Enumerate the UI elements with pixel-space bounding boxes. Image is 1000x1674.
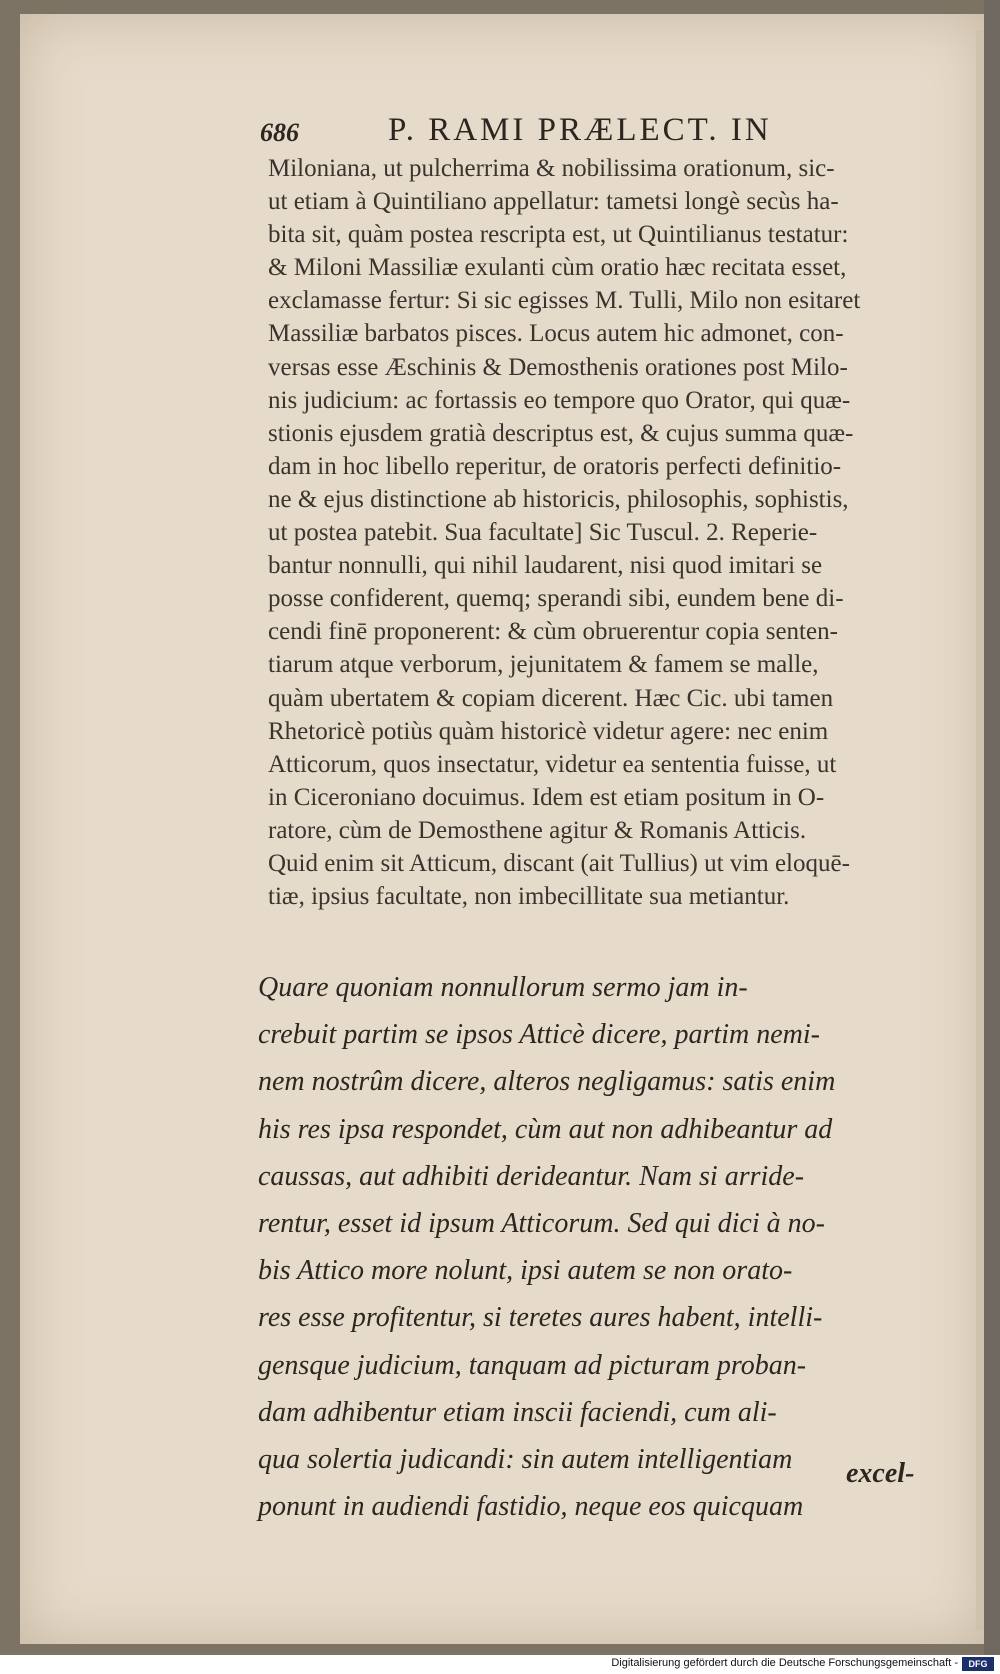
quote-line: his res ipsa respondet, cùm aut non adhibeantur ad bbox=[258, 1113, 833, 1145]
text-line: versas esse Æschinis & Demosthenis orationes post Milo- bbox=[268, 353, 848, 381]
text-line: ut etiam à Quintiliano appellatur: tametsi longè secùs ha- bbox=[268, 188, 839, 216]
quote-line: dam adhibentur etiam inscii faciendi, cum ali- bbox=[258, 1396, 777, 1428]
quote-line: nem nostrûm dicere, alteros negligamus: satis enim bbox=[258, 1066, 836, 1098]
quote-line: Quare quoniam nonnullorum sermo jam in- bbox=[258, 972, 748, 1003]
text-line: cendi finē proponerent: & cùm obruerentur copia senten- bbox=[268, 618, 838, 646]
running-title: P. RAMI PRÆLECT. IN bbox=[388, 112, 772, 148]
text-line: bita sit, quàm postea rescripta est, ut Quintilianus testatur: bbox=[268, 221, 849, 249]
quote-line: bis Attico more nolunt, ipsi autem se non orato- bbox=[258, 1255, 793, 1287]
quote-line: qua solertia judicandi: sin autem intelligentiam bbox=[258, 1443, 793, 1475]
text-line: Massiliæ barbatos pisces. Locus autem hic admonet, con- bbox=[268, 320, 844, 348]
funding-credit: Digitalisierung gefördert durch die Deutsche Forschungsgemeinschaft - bbox=[611, 1657, 958, 1669]
text-line: in Ciceroniano docuimus. Idem est etiam positum in O- bbox=[268, 783, 825, 811]
quoted-passage bbox=[258, 964, 952, 1530]
commentary-text bbox=[268, 152, 952, 913]
quote-line: res esse profitentur, si teretes aures habent, intelli- bbox=[258, 1302, 823, 1334]
page-number: 686 bbox=[260, 118, 299, 147]
quote-line: caussas, aut adhibiti derideantur. Nam si arride- bbox=[258, 1160, 805, 1192]
text-line: dam in hoc libello reperitur, de oratoris perfecti definitio- bbox=[268, 452, 842, 480]
text-line: Quid enim sit Atticum, discant (ait Tullius) ut vim eloquē- bbox=[268, 849, 850, 877]
text-line: Atticorum, quos insectatur, videtur ea sententia fuisse, ut bbox=[268, 750, 837, 778]
quote-line: ponunt in audiendi fastidio, neque eos quicquam bbox=[258, 1491, 804, 1523]
page-edge-shadow bbox=[976, 30, 984, 1630]
text-line: quàm ubertatem & copiam dicerent. Hæc Cic. ubi tamen bbox=[268, 684, 834, 712]
dfg-logo: DFG bbox=[962, 1657, 994, 1671]
quote-line: rentur, esset id ipsum Atticorum. Sed qui dici à no- bbox=[258, 1207, 825, 1239]
catchword: excel- bbox=[846, 1458, 915, 1489]
text-line: nis judicium: ac fortassis eo tempore quo Orator, qui quæ- bbox=[268, 386, 851, 414]
text-line: tiarum atque verborum, jejunitatem & famem se malle, bbox=[268, 651, 819, 679]
book-spine-edge bbox=[984, 0, 1000, 1655]
text-line: ratore, cùm de Demosthene agitur & Romanis Atticis. bbox=[268, 816, 807, 844]
text-line: ut postea patebit. Sua facultate] Sic Tuscul. 2. Reperie- bbox=[268, 519, 818, 547]
text-line: stionis ejusdem gratià descriptus est, & cujus summa quæ- bbox=[268, 419, 854, 447]
footer-bar bbox=[0, 1655, 1000, 1674]
text-line: posse confiderent, quemq; sperandi sibi, eundem bene di- bbox=[268, 585, 844, 613]
text-line: Miloniana, ut pulcherrima & nobilissima orationum, sic- bbox=[268, 155, 835, 182]
quote-line: gensque judicium, tanquam ad picturam proban- bbox=[258, 1349, 807, 1381]
text-line: & Miloni Massiliæ exulanti cùm oratio hæc recitata esset, bbox=[268, 254, 847, 282]
quote-line: crebuit partim se ipsos Atticè dicere, partim nemi- bbox=[258, 1019, 820, 1051]
text-line: exclamasse fertur: Si sic egisses M. Tulli, Milo non esitaret bbox=[268, 287, 861, 315]
text-line: tiæ, ipsius facultate, non imbecillitate sua metiantur. bbox=[268, 883, 790, 911]
text-line: ne & ejus distinctione ab historicis, philosophis, sophistis, bbox=[268, 485, 849, 513]
text-line: Rhetoricè potiùs quàm historicè videtur agere: nec enim bbox=[268, 717, 829, 745]
running-head bbox=[260, 112, 840, 156]
text-line: bantur nonnulli, qui nihil laudarent, nisi quod imitari se bbox=[268, 552, 823, 580]
